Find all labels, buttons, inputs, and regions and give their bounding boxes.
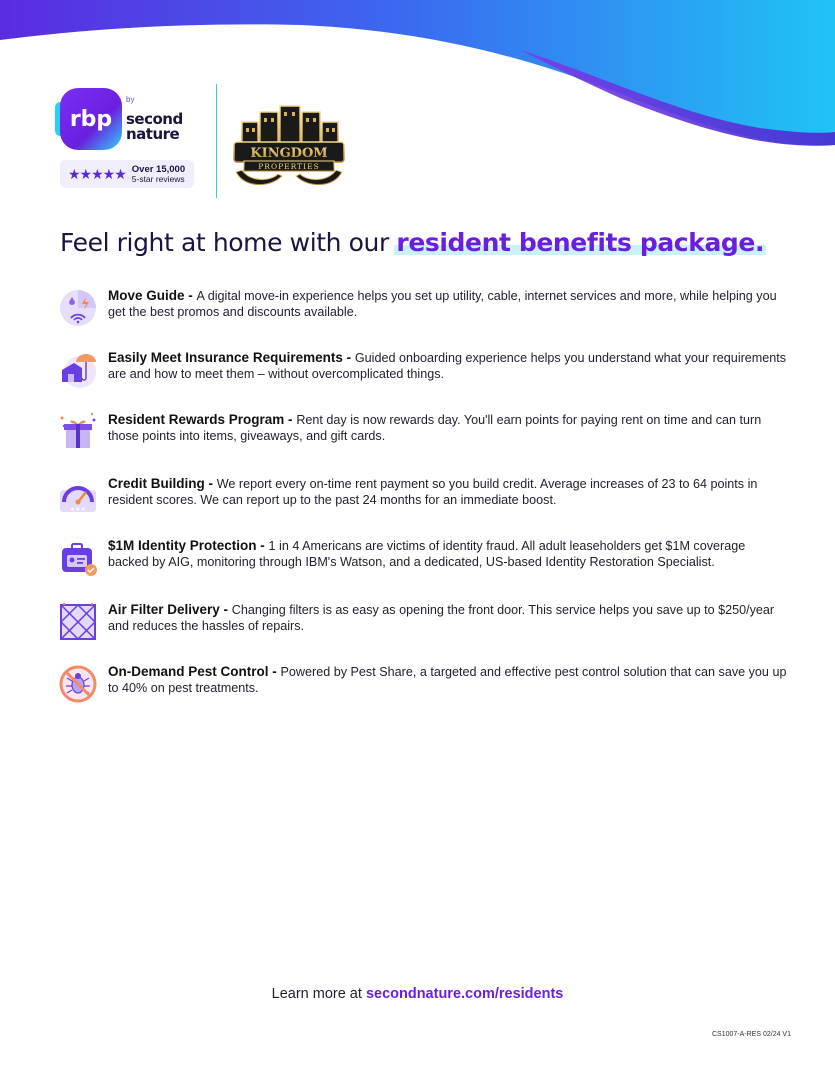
svg-text:★★★: ★★★ xyxy=(69,506,87,513)
properties-wordmark: PROPERTIES xyxy=(258,162,320,171)
benefit-air-filter: Air Filter Delivery - Changing filters is as easy as opening the front door. This service helps you save up to $250/year and reduces the hassles of repairs. xyxy=(58,602,788,642)
document-code: CS1007-A-RES 02/24 V1 xyxy=(712,1031,791,1038)
credit-gauge-icon xyxy=(58,476,98,516)
kingdom-wordmark: KINGDOM xyxy=(250,146,328,161)
second-nature-logo: $^{by}$ second nature xyxy=(126,95,183,143)
benefit-credit: ★★★ Credit Building - We report every on-time rent payment so you build credit. Average increases of 23 to 64 points in resident scores. We can report up to the past 24 months for an immediate boost. xyxy=(58,476,788,516)
logo-divider xyxy=(216,84,217,198)
five-star-icon: ★★★★★ xyxy=(68,165,126,182)
insurance-umbrella-icon xyxy=(58,350,98,390)
move-guide-icon xyxy=(58,288,98,328)
residents-link[interactable]: secondnature.com/residents xyxy=(365,986,564,1002)
gift-icon xyxy=(58,412,98,452)
headline-highlight: resident benefits package. xyxy=(396,228,765,257)
benefit-pest-control: On-Demand Pest Control - Powered by Pest Share, a targeted and effective pest control solution that can save you up to 40% on pest treatments. xyxy=(58,664,788,704)
learn-more-line: Learn more at secondnature.com/residents xyxy=(271,986,564,1002)
rbp-logo-block xyxy=(60,88,200,188)
no-pest-icon xyxy=(58,664,98,704)
reviews-badge: ★★★★★ Over 15,000 5-star reviews xyxy=(60,160,194,188)
rbp-logo: rbp xyxy=(60,88,122,150)
identity-briefcase-icon xyxy=(58,538,98,578)
kingdom-properties-logo xyxy=(230,104,348,190)
benefit-identity: $1M Identity Protection - 1 in 4 Americans are victims of identity fraud. All adult leaseholders get $1M coverage backed by AIG, monitoring through IBM's Watson, and a dedicated, US-based Identity Restoration Specialist. xyxy=(58,538,788,578)
page-headline: Feel right at home with our resident benefits package. xyxy=(60,228,765,257)
benefit-rewards: Resident Rewards Program - Rent day is now rewards day. You'll earn points for paying rent on time and can turn those points into items, giveaways, and gift cards. xyxy=(58,412,788,452)
benefit-move-guide: Move Guide - A digital move-in experience helps you set up utility, cable, internet services and more, while helping you get the best promos and discounts available. xyxy=(58,288,788,328)
air-filter-icon xyxy=(58,602,98,642)
benefit-insurance: Easily Meet Insurance Requirements - Guided onboarding experience helps you understand what your requirements are and how to meet them – without overcomplicated things. xyxy=(58,350,788,390)
